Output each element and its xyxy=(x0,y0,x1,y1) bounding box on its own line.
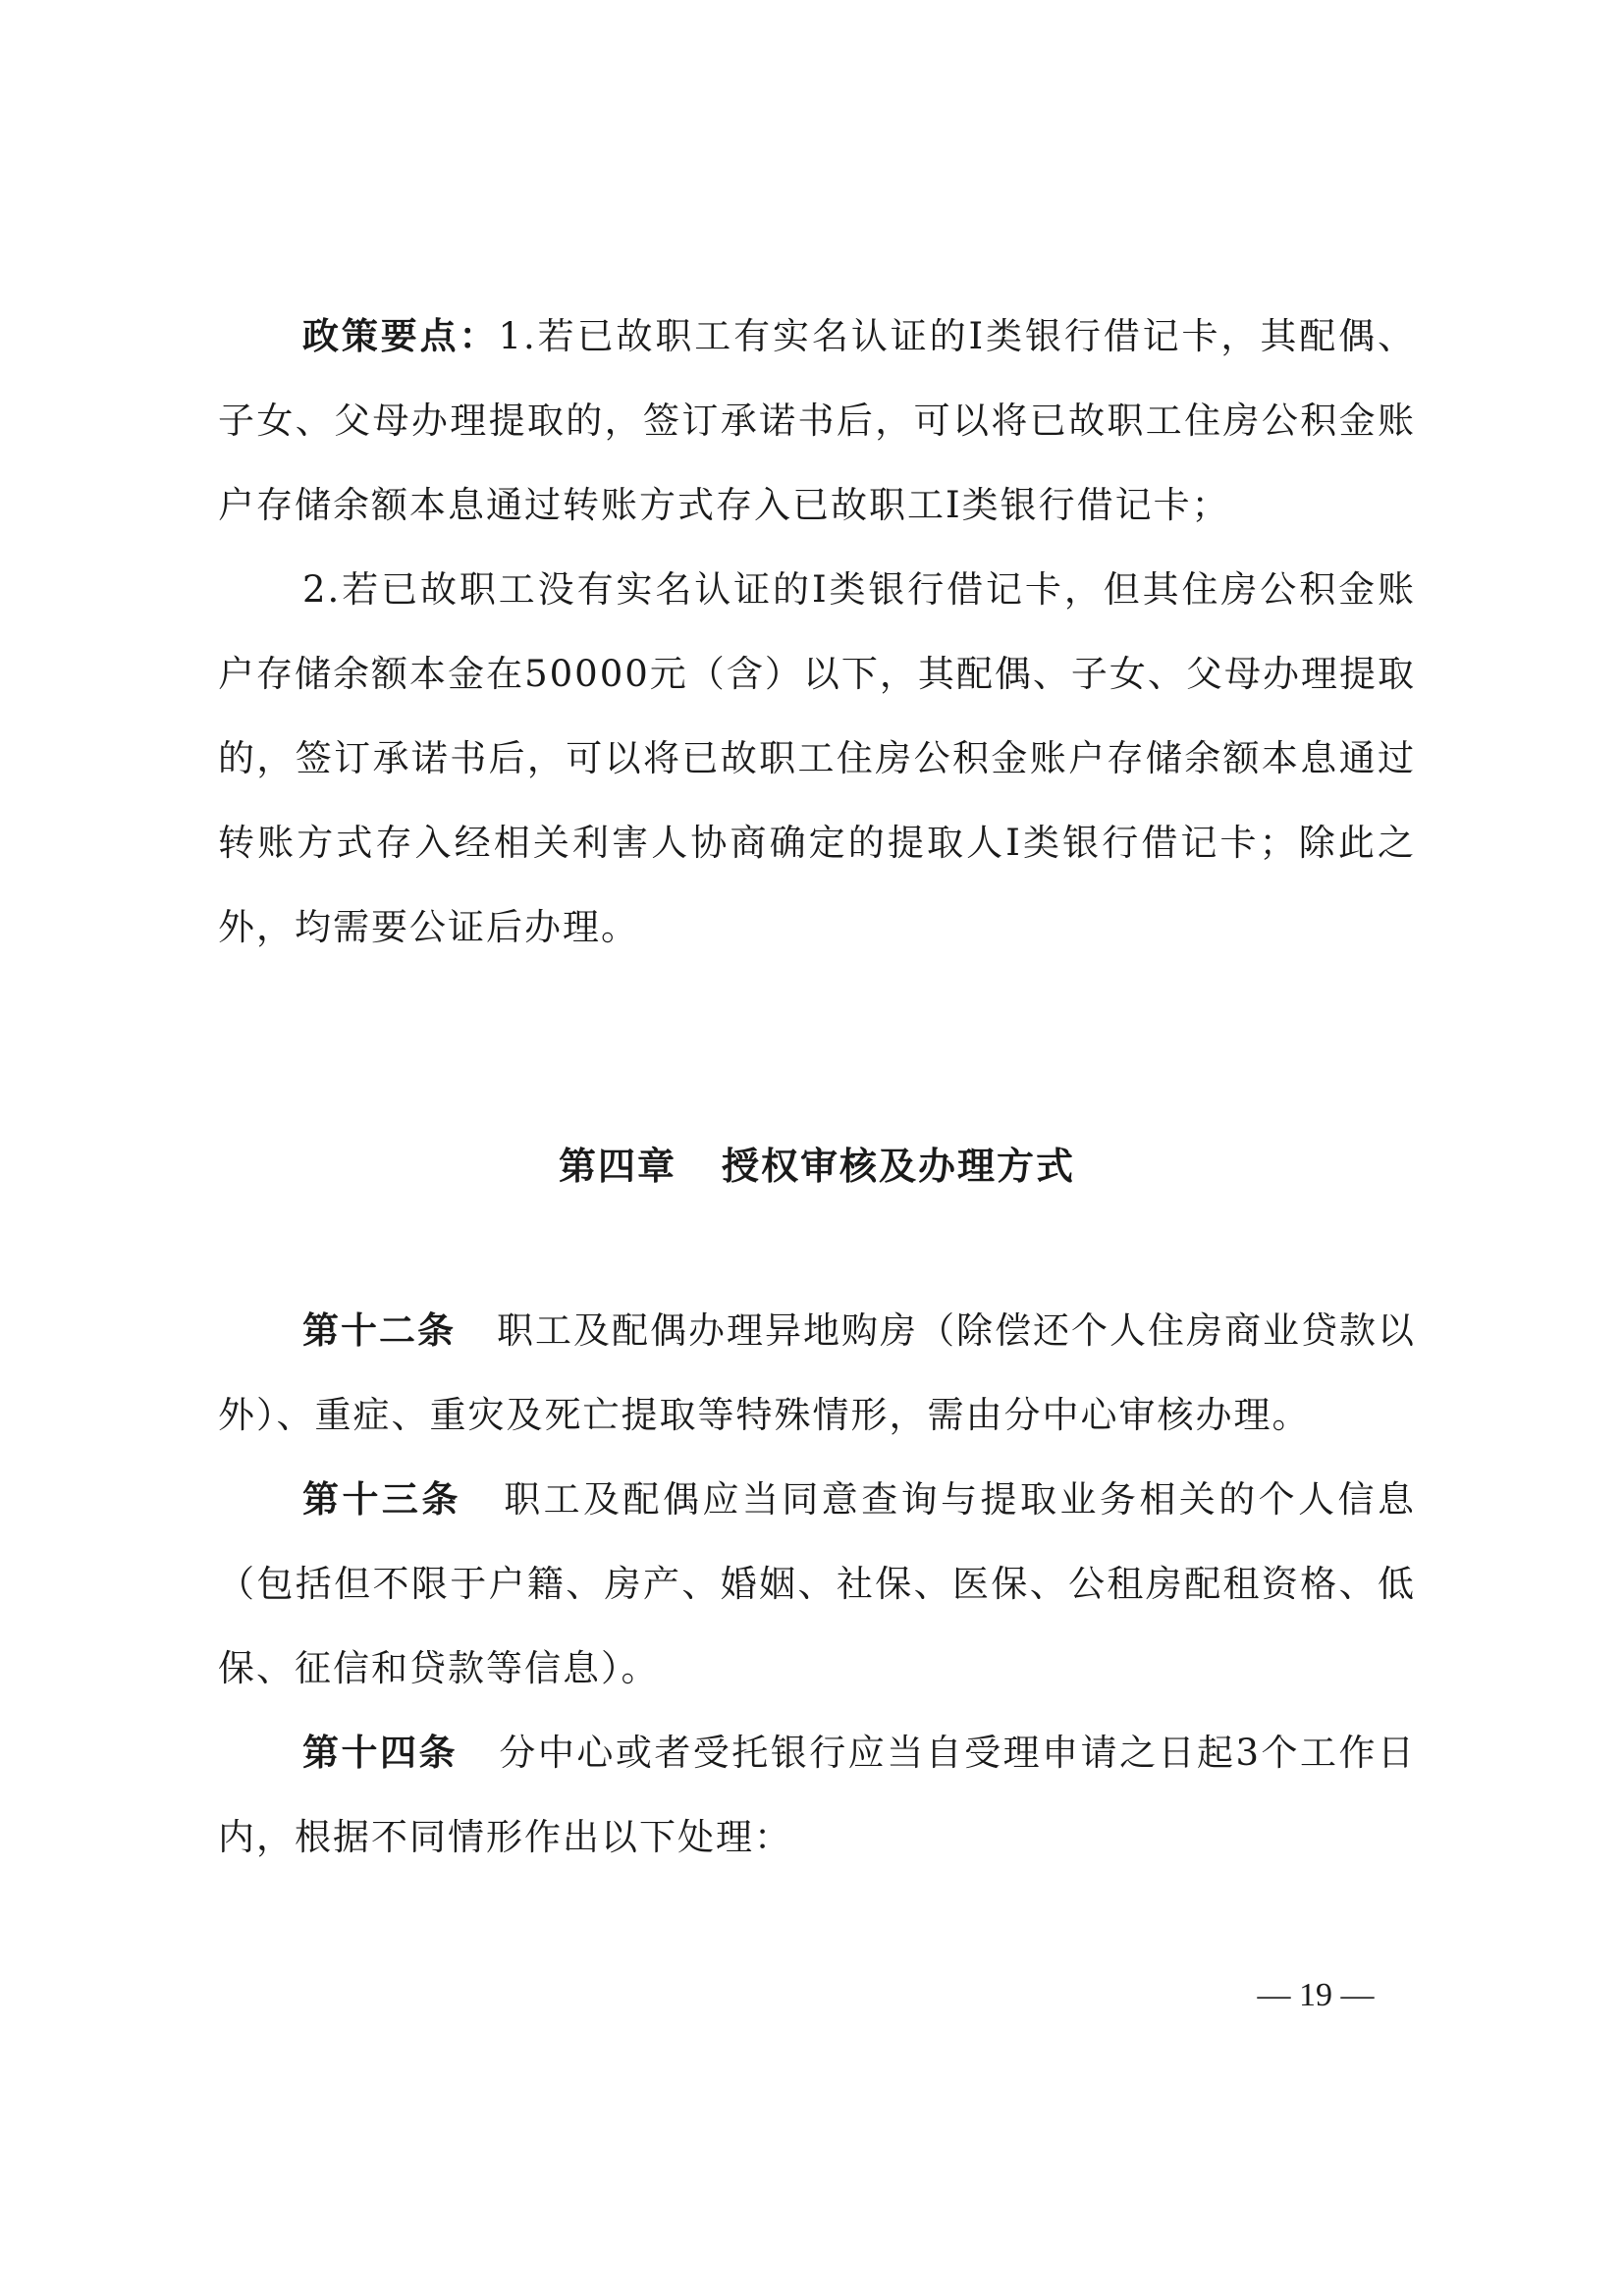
article-text: 职工及配偶办理异地购房（除偿还个人住房商业贷款以外）、重症、重灾及死亡提取等特殊情形，需由分中心审核办理。 xyxy=(218,1309,1416,1436)
page-number: — 19 — xyxy=(1257,1977,1375,2013)
article-13 xyxy=(218,1458,1416,1711)
articles-section xyxy=(218,1289,1416,1880)
article-12 xyxy=(218,1289,1416,1458)
article-label: 第十四条 xyxy=(302,1732,458,1774)
chapter-title: 授权审核及办理方式 xyxy=(722,1145,1076,1188)
chapter-number: 第四章 xyxy=(558,1145,676,1188)
policy-point-paragraph-1 xyxy=(218,294,1416,548)
article-text: 分中心或者受托银行应当自受理申请之日起3个工作日内，根据不同情形作出以下处理： xyxy=(218,1732,1416,1858)
policy-point-1-text: 1.若已故职工有实名认证的Ⅰ类银行借记卡，其配偶、子女、父母办理提取的，签订承诺书后，可以将已故职工住房公积金账户存储余额本息通过转账方式存入已故职工Ⅰ类银行借记卡； xyxy=(218,315,1417,526)
policy-points-section xyxy=(218,294,1416,970)
policy-point-2-text: 2.若已故职工没有实名认证的Ⅰ类银行借记卡，但其住房公积金账户存储余额本金在50000元（含）以下，其配偶、子女、父母办理提取的，签订承诺书后，可以将已故职工住房公积金账户存储余额本息通过转账方式存入经相关利害人协商确定的提取人Ⅰ类银行借记卡；除此之外，均需要公证后办理。 xyxy=(218,568,1416,948)
policy-points-label: 政策要点： xyxy=(302,315,499,357)
chapter-heading xyxy=(218,1124,1416,1208)
article-label: 第十二条 xyxy=(302,1309,456,1352)
article-14 xyxy=(218,1711,1416,1880)
article-text: 职工及配偶应当同意查询与提取业务相关的个人信息（包括但不限于户籍、房产、婚姻、社保、医保、公租房配租资格、低保、征信和贷款等信息）。 xyxy=(218,1478,1417,1689)
article-label: 第十三条 xyxy=(302,1478,461,1521)
policy-point-paragraph-2 xyxy=(218,548,1416,970)
